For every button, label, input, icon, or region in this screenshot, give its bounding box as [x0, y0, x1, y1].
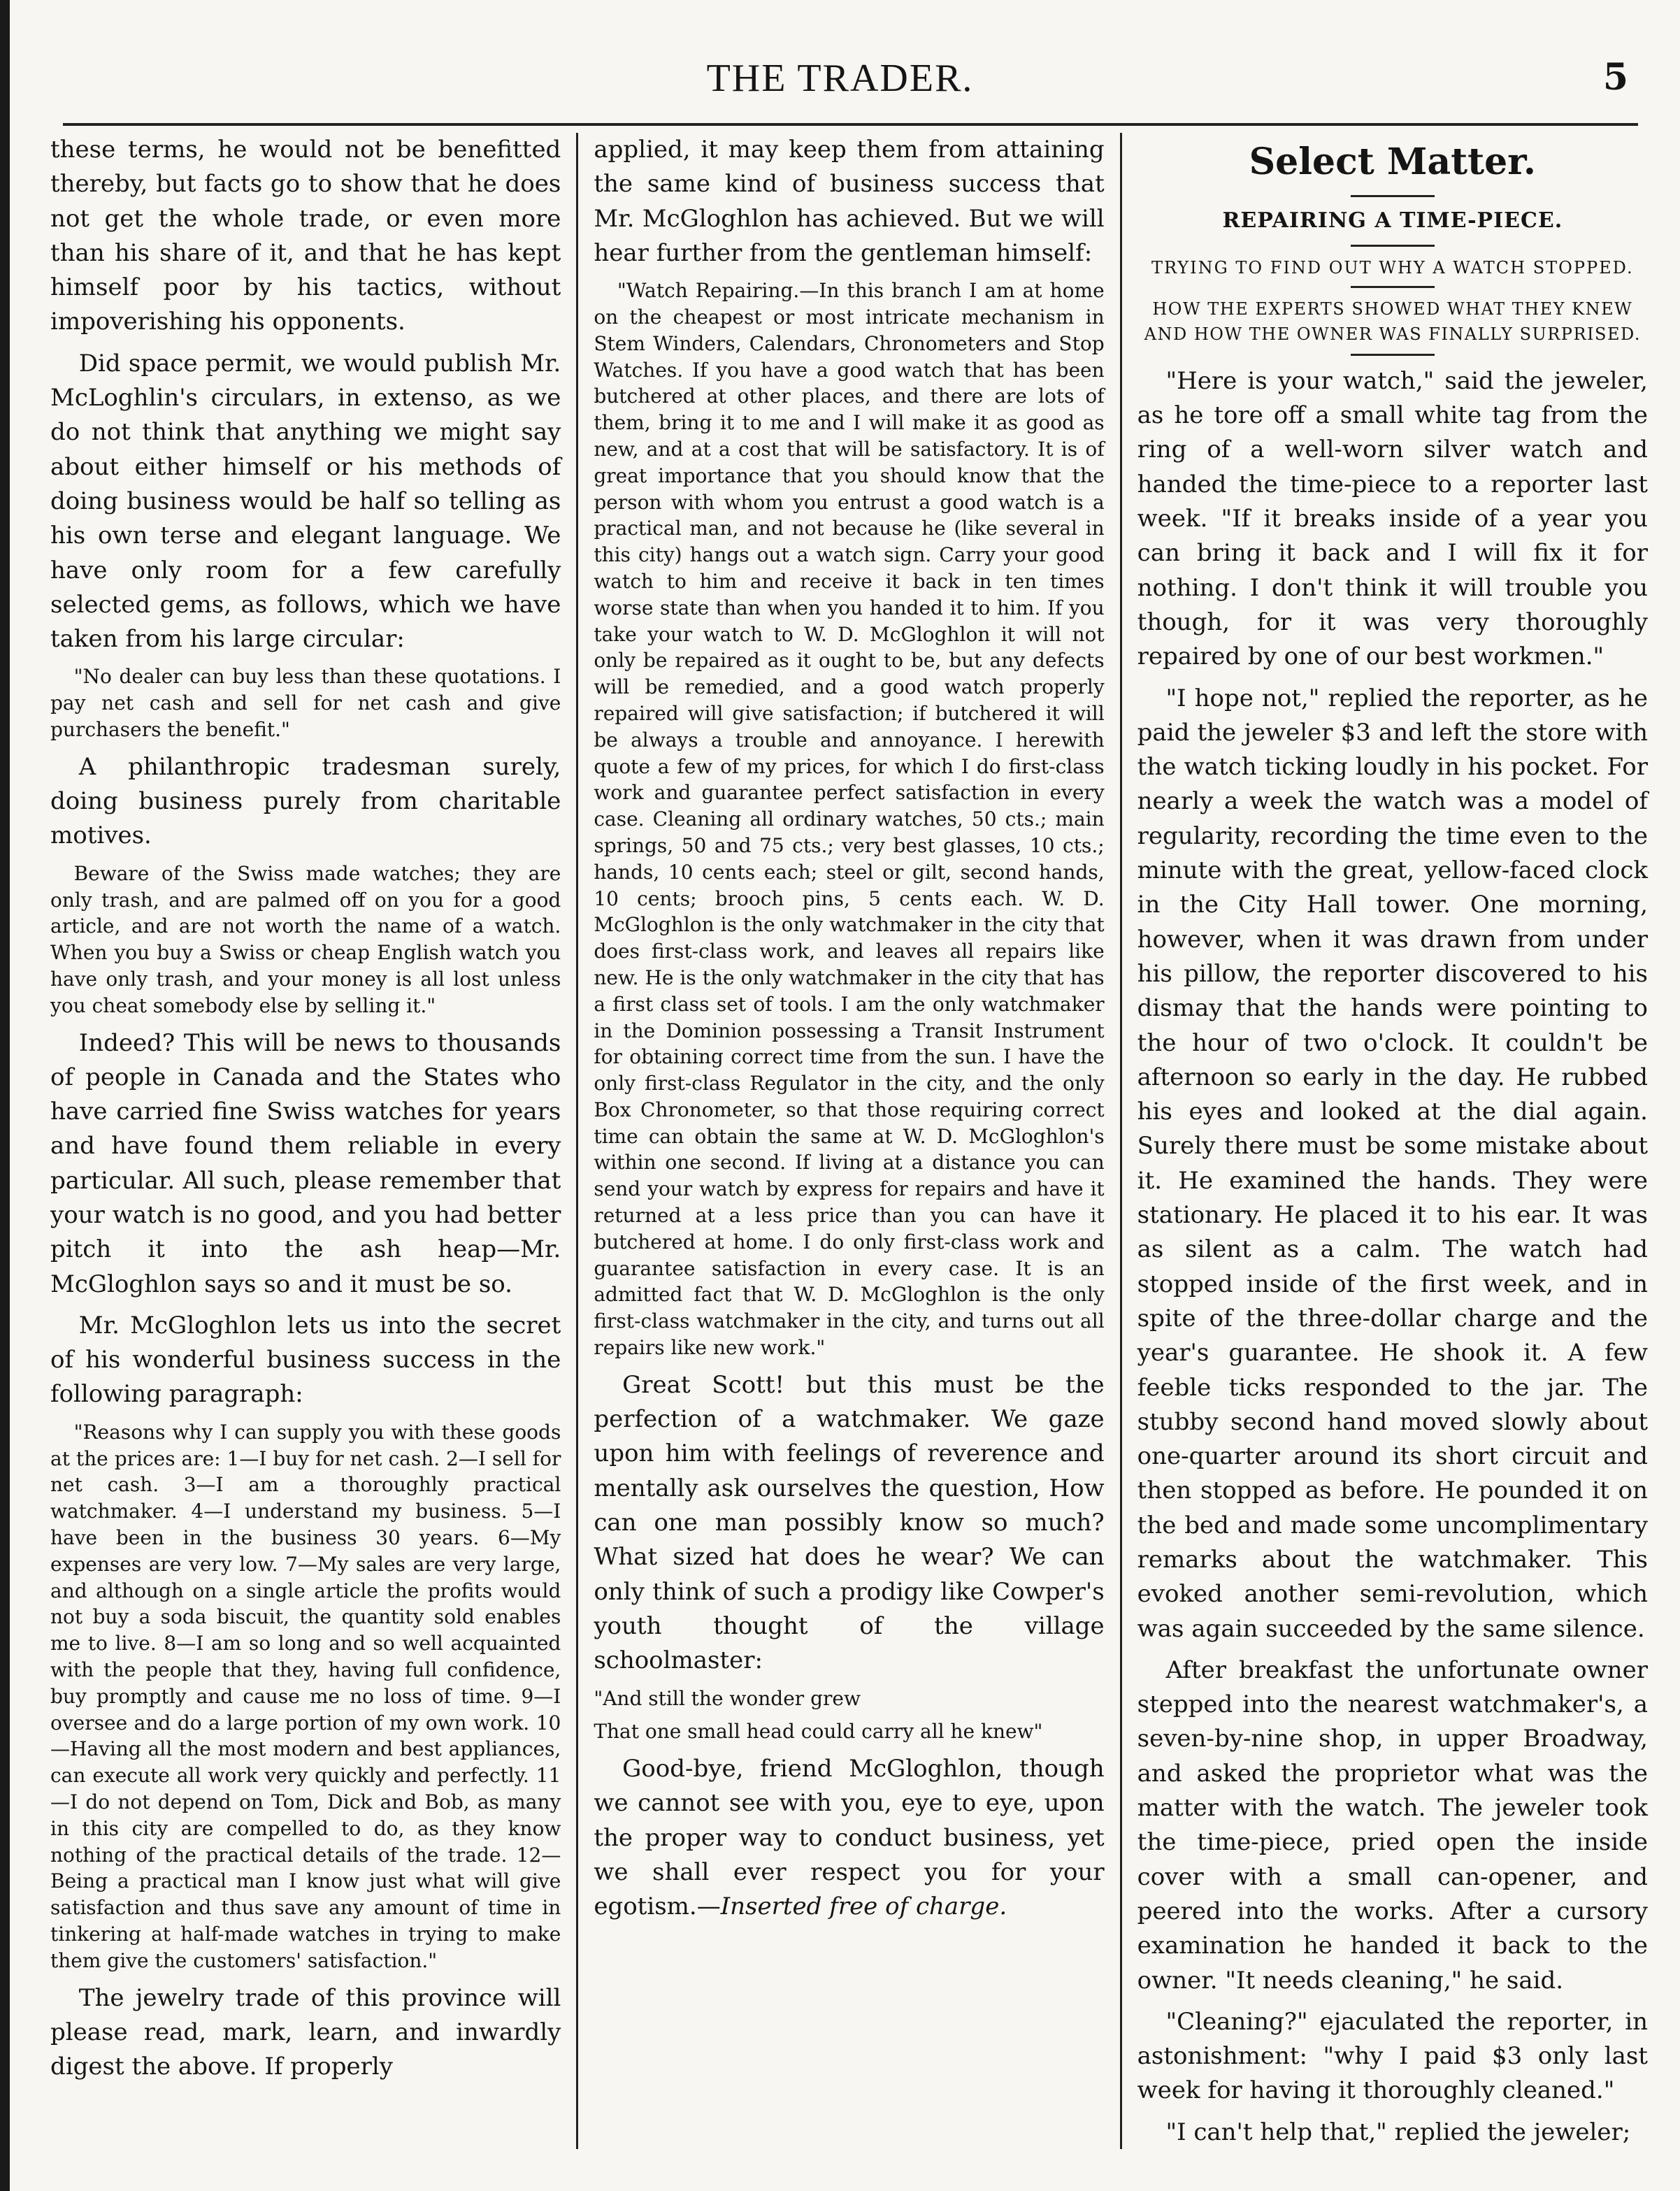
section-title: Select Matter. — [1249, 141, 1536, 183]
col1-quote: "Reasons why I can supply you with these goods at the prices are: 1—I buy for net cash. 2—I sell for net cash. 3—I am a thoroughly practical watchmaker. 4—I understand my business. 5—I have been in the business 30 years. 6—My expenses are very low. 7—My sales are very large, and although on a single article the profits would not buy a soda biscuit, the quantity sold enables me to live. 8—I am so long and so well acquainted with the people that they, having full confidence, buy promptly and cause me no loss of time. 9—I oversee and do a large portion of my own work. 10—Having all the most modern and best appliances, can execute all work very quickly and perfectly. 11—I do not depend on Tom, Dick and Bob, as many in this city are compelled to do, as they know nothing of the practical details of the trade. 12—Being a practical man I know just what will give satisfaction and thus save any amount of time in tinkering at half-made watches in trying to make them give the customers' satisfaction." — [50, 1420, 561, 1972]
col1-paragraph: Did space permit, we would publish Mr. McLoghlin's circulars, in extenso, as we do not think that anything we might say about either himself or his methods of doing business would be half so telling as his own terse and elegant language. We have only room for a few carefully selected gems, as follows, which we have taken from his large circular: — [50, 349, 561, 654]
article-columns — [35, 133, 1663, 2149]
col3-paragraph: "I hope not," replied the reporter, as he paid the jeweler $3 and left the store with the watch ticking loudly in his pocket. For nearly a week the watch was a model of regularity, recording the time even to the minute with the great, yellow-faced clock in the City Hall tower. One morning, however, when it was drawn from under his pillow, the reporter discovered to his dismay that the hands were pointing to the hour of two o'clock. It couldn't be afternoon so early in the day. He rubbed his eyes and looked at the dial again. Surely there must be some mistake about it. He examined the hands. They were stationary. He placed it to his ear. It was as silent as a calm. The watch had stopped inside of the first week, and in spite of the three-dollar charge and the year's guarantee. He shook it. A few feeble ticks responded to the jar. The stubby second hand moved slowly about one-quarter around its short circuit and then stopped as before. He pounded it on the bed and made some uncomplimentary remarks about the watchmaker. This evoked another semi-revolution, which was again succeeded by the same silence. — [1137, 684, 1648, 1643]
article-headline: REPAIRING A TIME-PIECE. — [1222, 208, 1563, 234]
col1-quote: Beware of the Swiss made watches; they are only trash, and are palmed off on you for a good article, and are not worth the name of a watch. When you buy a Swiss or cheap English watch you have only trash, and your money is all lost unless you cheat somebody else by selling it." — [50, 861, 561, 1017]
article-subheadline: HOW THE EXPERTS SHOWED WHAT THEY KNEW AND HOW THE OWNER WAS FINALLY SURPRISED. — [1144, 299, 1641, 344]
col3-paragraph: "Cleaning?" ejaculated the reporter, in astonishment: "why I paid $3 only last week for having it thoroughly cleaned." — [1137, 2007, 1648, 2105]
page-number: 5 — [1602, 56, 1628, 99]
column-1 — [35, 133, 576, 2149]
col1-paragraph: The jewelry trade of this province will please read, mark, learn, and inwardly digest the above. If properly — [50, 1983, 561, 2081]
page-header — [42, 42, 1638, 126]
col1-paragraph: Mr. McGloghlon lets us into the secret of his wonderful business success in the following paragraph: — [50, 1311, 561, 1409]
col1-paragraph: A philanthropic tradesman surely, doing business purely from charitable motives. — [50, 752, 561, 850]
divider — [1351, 354, 1435, 356]
newspaper-title: THE TRADER. — [706, 57, 974, 100]
binding-edge — [0, 0, 10, 2191]
verse-line: That one small head could carry all he knew" — [594, 1720, 1043, 1744]
col1-paragraph: these terms, he would not be benefitted thereby, but facts go to show that he does not get the whole trade, or even more than his share of it, and that he has kept himself poor by his tactics, without impoverishing his opponents. — [50, 136, 561, 336]
article-subheadline: TRYING TO FIND OUT WHY A WATCH STOPPED. — [1151, 257, 1634, 278]
col3-paragraph: "Here is your watch," said the jeweler, as he tore off a small white tag from the ring of a well-worn silver watch and handed the time-piece to a reporter last week. "If it breaks inside of a year you can bring it back and I will fix it for nothing. I don't think it will trouble you though, for it was very thoroughly repaired by one of our best workmen." — [1137, 366, 1648, 671]
col2-paragraph — [594, 1752, 1104, 1924]
col1-quote: "No dealer can buy less than these quotations. I pay net cash and sell for net cash and give purchasers the benefit." — [50, 665, 561, 742]
column-2 — [576, 133, 1119, 2149]
col2-quote: "Watch Repairing.—In this branch I am at home on the cheapest or most intricate mechanism in Stem Winders, Calendars, Chronometers and Stop Watches. If you have a good watch that has been butchered at other places, and there are lots of them, bring it to me and I will make it as good as new, and at a cost that will be satisfactory. It is of great importance that you should know that the person with whom you entrust a good watch is a practical man, and not because he (like several in this city) hangs out a watch sign. Carry your good watch to him and receive it back in ten times worse state than when you handed it to him. If you take your watch to W. D. McGloghlon it will not only be repaired as it ought to be, but any defects will be remedied, and a good watch properly repaired will give satisfaction; if butchered it will be always a trouble and annoyance. I herewith quote a few of my prices, for which I do first-class work and guarantee perfect satisfaction in every case. Cleaning all ordinary watches, 50 cts.; main springs, 50 and 75 cts.; very best glasses, 10 cts.; hands, 10 cents each; steel or gilt, second hands, 10 cents; brooch pins, 5 cents each. W. D. McGloghlon is the only watchmaker in the city that does first-class work, and leaves all repairs like new. He is the only watchmaker in the city that has a first class set of tools. I am the only watchmaker in the Dominion possessing a Transit Instrument for obtaining correct time from the sun. I have the only first-class Regulator in the city, and the only Box Chronometer, so that those requiring correct time can obtain the same at W. D. McGloghlon's within one second. If living at a distance you can send your watch by express for repairs and have it returned at a less price than you can have it butchered at home. I do only first-class work and guarantee satisfaction in every case. It is an admitted fact that W. D. McGloghlon is the only first-class watchmaker in the city, and turns out all repairs like new work." — [594, 279, 1105, 1360]
verse-line: "And still the wonder grew — [594, 1686, 861, 1710]
col2-paragraph: Great Scott! but this must be the perfection of a watchmaker. We gaze upon him with feelings of reverence and mentally ask ourselves the question, How can one man possibly know so much? What sized hat does he wear? We can only think of such a prodigy like Cowper's youth thought of the village schoolmaster: — [594, 1370, 1105, 1675]
col3-paragraph: After breakfast the unfortunate owner stepped into the nearest watchmaker's, a seven-by-nine shop, in upper Broadway, and asked the proprietor what was the matter with the watch. The jeweler took the time-piece, pried open the inside cover with a small can-opener, and peered into the works. After a cursory examination he handed it back to the owner. "It needs cleaning," he said. — [1137, 1655, 1648, 1995]
closing-text: Good-bye, friend McGloghlon, though we cannot see with you, eye to eye, upon the proper way to conduct business, yet we shall ever respect you for your egotism.— — [594, 1755, 1105, 1921]
col2-paragraph: applied, it may keep them from attaining the same kind of business success that Mr. McGloghlon has achieved. But we will hear further from the gentleman himself: — [594, 136, 1105, 267]
col1-paragraph: Indeed? This will be news to thousands of people in Canada and the States who have carried fine Swiss watches for years and have found them reliable in every particular. All such, please remember that your watch is no good, and you had better pitch it into the ash heap—Mr. McGloghlon says so and it must be so. — [50, 1028, 561, 1298]
divider — [1351, 245, 1435, 247]
closing-note: Inserted free of charge. — [720, 1892, 1007, 1921]
column-3 — [1120, 133, 1663, 2149]
col3-paragraph: "I can't help that," replied the jeweler; — [1165, 2118, 1631, 2146]
divider — [1351, 286, 1435, 288]
header-rule — [63, 123, 1638, 126]
divider — [1351, 195, 1435, 197]
